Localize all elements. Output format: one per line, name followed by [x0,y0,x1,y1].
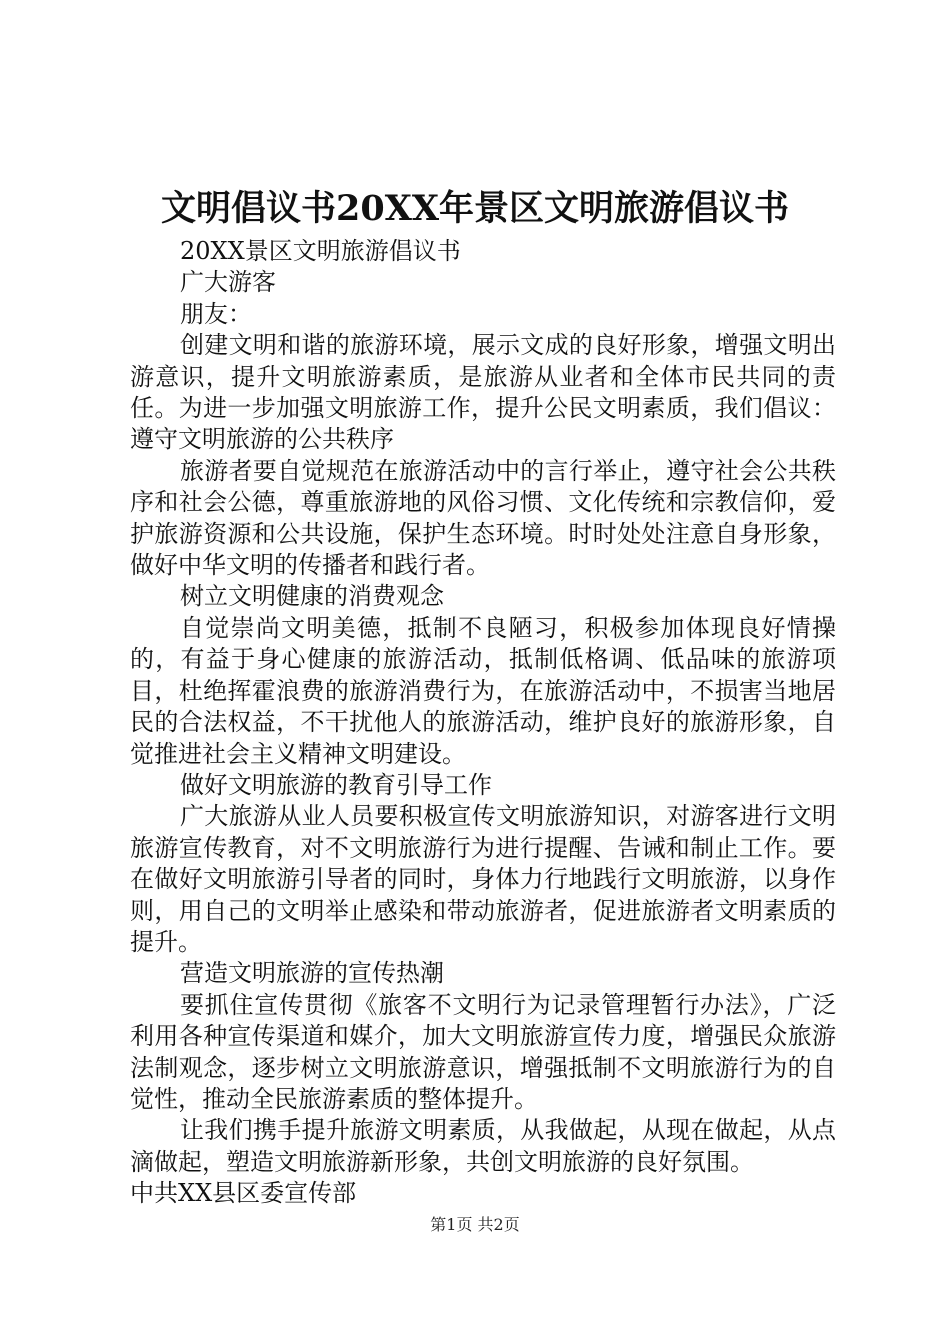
salutation-line-1: 广大游客 [180,268,276,297]
document-title: 文明倡议书20XX年景区文明旅游倡议书 [160,188,790,229]
section-heading-consumption: 树立文明健康的消费观念 [180,582,444,611]
paragraph-intro: 创建文明和谐的旅游环境，展示文成的良好形象，增强文明出游意识，提升文明旅游素质，是旅游从业者和全体市民共同的责任。为进一步加强文明旅游工作，提升公民文明素质，我们倡议：遵守文明旅游的公共秩序 [130,331,836,454]
paragraph-public-order: 旅游者要自觉规范在旅游活动中的言行举止，遵守社会公共秩序和社会公德，尊重旅游地的风俗习惯、文化传统和宗教信仰，爱护旅游资源和公共设施，保护生态环境。时时处处注意自身形象，做好中华文明的传播者和践行者。 [130,456,836,580]
section-heading-education: 做好文明旅游的教育引导工作 [180,770,492,799]
paragraph-publicity: 要抓住宣传贯彻《旅客不文明行为记录管理暂行办法》，广泛利用各种宣传渠道和媒介，加大文明旅游宣传力度，增强民众旅游法制观念，逐步树立文明旅游意识，增强抵制不文明旅游行为的自觉性，推动全民旅游素质的整体提升。 [130,990,836,1113]
document-subtitle: 20XX景区文明旅游倡议书 [180,237,461,265]
signature: 中共XX县区委宣传部 [130,1179,357,1208]
page-footer: 第1页 共2页 [430,1215,520,1234]
paragraph-consumption: 自觉崇尚文明美德，抵制不良陋习，积极参加体现良好情操的，有益于身心健康的旅游活动，抵制低格调、低品味的旅游项目，杜绝挥霍浪费的旅游消费行为，在旅游活动中，不损害当地居民的合法权益，不干扰他人的旅游活动，维护良好的旅游形象，自觉推进社会主义精神文明建设。 [130,613,836,768]
salutation-line-2: 朋友： [180,299,252,328]
paragraph-closing: 让我们携手提升旅游文明素质，从我做起，从现在做起，从点滴做起，塑造文明旅游新形象，共创文明旅游的良好氛围。 [130,1116,836,1176]
paragraph-education: 广大旅游从业人员要积极宣传文明旅游知识，对游客进行文明旅游宣传教育，对不文明旅游行为进行提醒、告诫和制止工作。要在做好文明旅游引导者的同时，身体力行地践行文明旅游，以身作则，用自己的文明举止感染和带动旅游者，促进旅游者文明素质的提升。 [130,802,836,956]
document-body [130,236,836,1210]
section-heading-publicity: 营造文明旅游的宣传热潮 [180,959,444,988]
